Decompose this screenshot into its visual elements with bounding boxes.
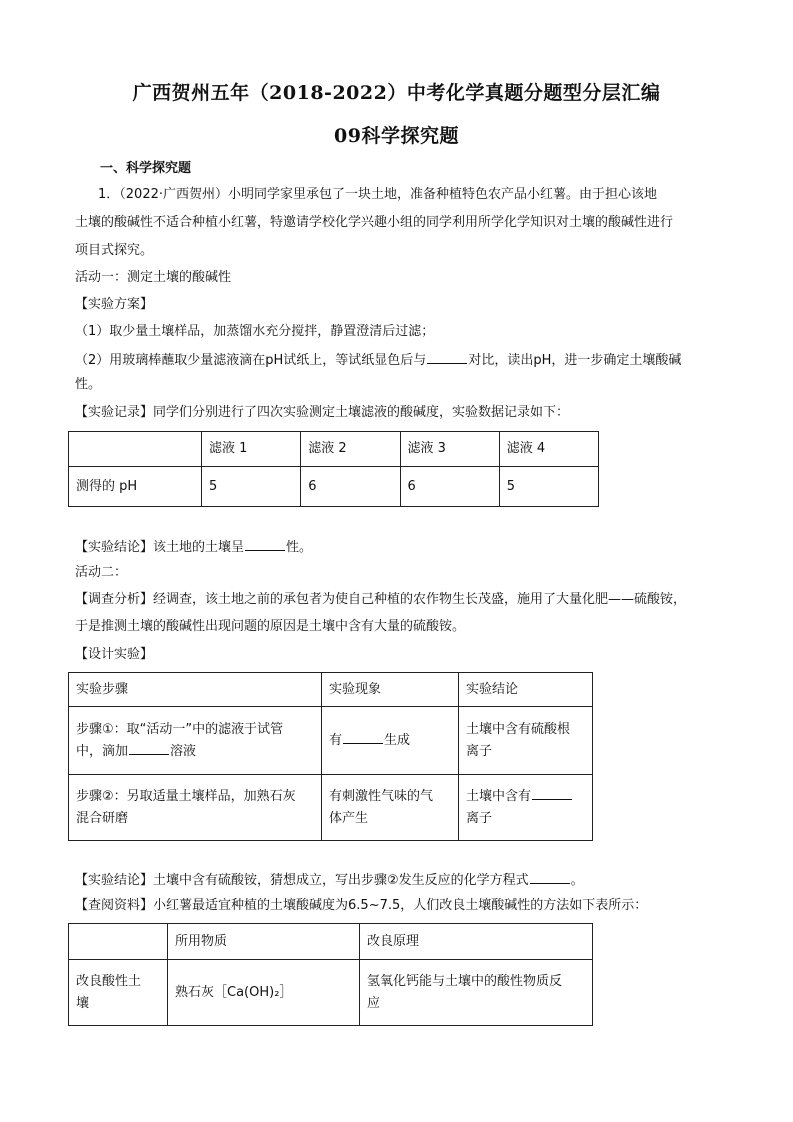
design-conclusion-2-cell bbox=[459, 775, 593, 841]
design-conclusion-2-text-b: 离子 bbox=[466, 810, 493, 826]
design-table bbox=[68, 672, 593, 841]
design-step-1-text-b bbox=[76, 741, 314, 763]
design-table-header: 实验现象 bbox=[322, 673, 459, 707]
design-step-1-text-a: 步骤①：取“活动一”中的滤液于试管 bbox=[76, 721, 284, 737]
ph-table-header: 滤液 3 bbox=[400, 432, 499, 467]
plan-header: 【实验方案】 bbox=[75, 297, 154, 312]
ph-table-header: 滤液 4 bbox=[499, 432, 598, 467]
conclusion-one-text-b: 性。 bbox=[286, 540, 313, 555]
ph-table bbox=[68, 431, 599, 507]
answer-blank[interactable] bbox=[532, 786, 572, 800]
lookup-header: 【查阅资料】 bbox=[75, 898, 154, 913]
ph-table-value: 5 bbox=[202, 467, 301, 507]
design-step-2-text-b: 混合研磨 bbox=[76, 810, 129, 826]
improve-substance: 熟石灰［Ca(OH)₂］ bbox=[168, 960, 360, 1026]
improve-table-row-label bbox=[69, 960, 168, 1026]
plan-step-1: （1）取少量土壤样品，加蒸馏水充分搅拌，静置澄清后过滤； bbox=[75, 324, 435, 339]
ph-table-value: 6 bbox=[301, 467, 400, 507]
question-intro-line-2: 土壤的酸碱性不适合种植小红薯，特邀请学校化学兴趣小组的同学利用所学化学知识对土壤的酸碱性进行 bbox=[75, 215, 674, 230]
improve-table-header: 改良原理 bbox=[360, 924, 593, 960]
improve-principle bbox=[360, 960, 593, 1026]
survey-header: 【调查分析】 bbox=[75, 592, 154, 607]
conclusion-one-text-a: 该土地的土壤呈 bbox=[153, 540, 245, 555]
activity-one-heading: 活动一：测定土壤的酸碱性 bbox=[75, 270, 232, 285]
design-conclusion-1-text-a: 土壤中含有硫酸根 bbox=[466, 721, 571, 737]
conclusion-two-header: 【实验结论】 bbox=[75, 873, 154, 888]
conclusion-two-text-b: 。 bbox=[570, 873, 584, 888]
improve-row-label-b: 壤 bbox=[76, 995, 90, 1011]
lookup-text: 小红薯最适宜种植的土壤酸碱度为6.5~7.5，人们改良土壤酸碱性的方法如下表所示： bbox=[153, 898, 648, 913]
design-conclusion-2-text-a-row bbox=[466, 786, 585, 808]
ph-table-value: 6 bbox=[400, 467, 499, 507]
ph-table-header: 滤液 1 bbox=[202, 432, 301, 467]
improve-table-corner bbox=[69, 924, 168, 960]
design-step-2-cell bbox=[69, 775, 322, 841]
ph-table-corner bbox=[69, 432, 202, 467]
design-table-header: 实验步骤 bbox=[69, 673, 322, 707]
design-phenomenon-2-text-b: 体产生 bbox=[329, 810, 369, 826]
design-phenomenon-1-text-a: 有 bbox=[329, 732, 343, 748]
improve-principle-b: 应 bbox=[367, 995, 381, 1011]
survey-line-2: 于是推测土壤的酸碱性出现问题的原因是土壤中含有大量的硫酸铵。 bbox=[75, 619, 466, 634]
record-header: 【实验记录】 bbox=[75, 405, 154, 420]
document-title: 广西贺州五年（2018-2022）中考化学真题分题型分层汇编 bbox=[132, 82, 661, 104]
design-phenomenon-2-cell bbox=[322, 775, 459, 841]
answer-blank[interactable] bbox=[427, 350, 467, 364]
plan-step-2-text-b: 对比，读出pH，进一步确定土壤酸碱 bbox=[468, 353, 682, 368]
answer-blank[interactable] bbox=[129, 741, 169, 755]
survey-line-1 bbox=[75, 591, 725, 609]
design-phenomenon-2-text-a: 有刺激性气味的气 bbox=[329, 788, 434, 804]
ph-table-header: 滤液 2 bbox=[301, 432, 400, 467]
design-phenomenon-1-cell bbox=[322, 707, 459, 775]
improve-row-label-a: 改良酸性土 bbox=[76, 973, 142, 989]
design-step-1-cell bbox=[69, 707, 322, 775]
design-conclusion-2-text-a: 土壤中含有 bbox=[466, 788, 532, 804]
conclusion-one-header: 【实验结论】 bbox=[75, 540, 154, 555]
question-intro-line-1: 1．（2022·广西贺州）小明同学家里承包了一块土地，准备种植特色农产品小红薯。由于担心该地 bbox=[98, 187, 657, 202]
ph-table-value: 5 bbox=[499, 467, 598, 507]
plan-step-2 bbox=[75, 350, 725, 370]
design-phenomenon-1-text-b: 生成 bbox=[384, 732, 411, 748]
answer-blank[interactable] bbox=[530, 870, 570, 884]
survey-text-1: 经调查，该土地之前的承包者为使自己种植的农作物生长茂盛，施用了大量化肥——硫酸铵， bbox=[153, 592, 687, 607]
design-step-1-text-b1: 中，滴加 bbox=[76, 743, 129, 759]
design-step-1-text-b2: 溶液 bbox=[170, 743, 197, 759]
improve-principle-a: 氢氧化钙能与土壤中的酸性物质反 bbox=[367, 973, 563, 989]
design-conclusion-1-text-b: 离子 bbox=[466, 743, 493, 759]
conclusion-one bbox=[75, 537, 725, 557]
conclusion-two-text-a: 土壤中含有硫酸铵，猜想成立，写出步骤②发生反应的化学方程式 bbox=[153, 873, 529, 888]
document-subtitle: 09科学探究题 bbox=[334, 125, 459, 147]
improve-table-header: 所用物质 bbox=[168, 924, 360, 960]
design-table-header: 实验结论 bbox=[459, 673, 593, 707]
design-conclusion-1-cell bbox=[459, 707, 593, 775]
activity-two-heading: 活动二： bbox=[75, 565, 128, 580]
record-line bbox=[75, 404, 725, 422]
answer-blank[interactable] bbox=[343, 730, 383, 744]
section-heading: 一、科学探究题 bbox=[100, 161, 192, 176]
design-header: 【设计实验】 bbox=[75, 647, 154, 662]
record-text: 同学们分别进行了四次实验测定土壤滤液的酸碱度，实验数据记录如下： bbox=[153, 405, 570, 420]
ph-table-row-label: 测得的 pH bbox=[69, 467, 202, 507]
plan-step-2-text-a: （2）用玻璃棒蘸取少量滤液滴在pH试纸上，等试纸显色后与 bbox=[75, 353, 427, 368]
improve-table bbox=[68, 923, 593, 1026]
design-step-2-text-a: 步骤②：另取适量土壤样品，加熟石灰 bbox=[76, 788, 296, 804]
lookup-line bbox=[75, 897, 725, 915]
question-intro-line-3: 项目式探究。 bbox=[75, 243, 154, 258]
plan-step-2-continued: 性。 bbox=[75, 377, 102, 392]
conclusion-two bbox=[75, 870, 725, 890]
answer-blank[interactable] bbox=[245, 537, 285, 551]
